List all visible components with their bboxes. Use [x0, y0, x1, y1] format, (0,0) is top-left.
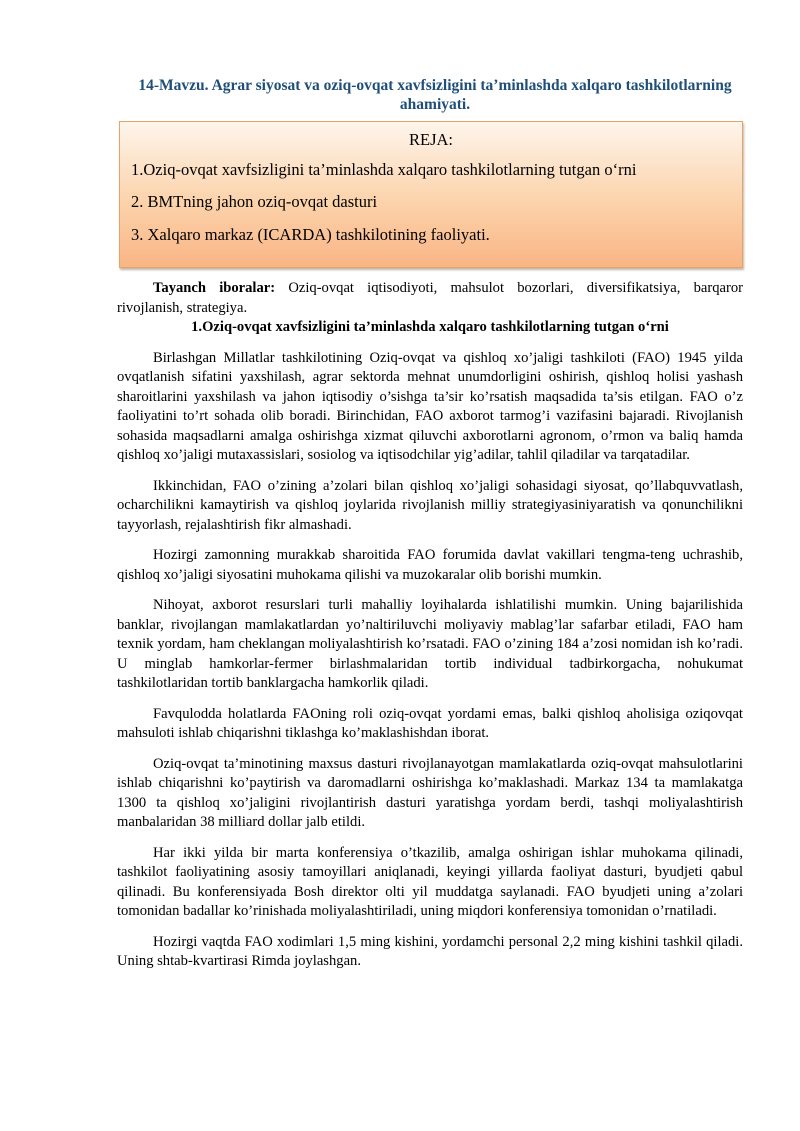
plan-item: 1.Oziq-ovqat xavfsizligini ta’minlashda xalqaro tashkilotlarning tutgan o‘rni [131, 160, 637, 179]
body-paragraph: Oziq-ovqat ta’minotining maxsus dasturi rivojlanayotgan mamlakatlarda oziq-ovqat mahsulotlarini ishlab chiqarishni ko’paytirish va daromadlarni oshirishga ko’maklashadi. Markaz 134 ta mamlakatga 1300 ta qishloq xo’jaligini rivojlantirish dasturi yaratishga yordam berdi, tashqi moliyalashtirish manbalaridan 38 milliard dollar jalb etildi. [117, 755, 743, 830]
plan-heading: REJA: [408, 130, 453, 149]
document-title: 14-Mavzu. Agrar siyosat va oziq-ovqat xavfsizligini ta’minlashda xalqaro tashkilotlarning ahamiyati. [138, 77, 732, 113]
body-paragraph: Hozirgi zamonning murakkab sharoitida FAO forumida davlat vakillari tengma-teng uchrashib, qishloq xo’jaligi siyosatini muhokama qilishi va muzokaralar olib borishi mumkin. [117, 547, 743, 583]
document-body [117, 279, 743, 983]
body-paragraph: Favqulodda holatlarda FAOning roli oziq-ovqat yordami emas, balki qishloq aholisiga oziqovqat mahsuloti ishlab chiqarishni tiklashga ko’maklashishdan iborat. [117, 705, 743, 741]
plan-item: 2. BMTning jahon oziq-ovqat dasturi [131, 192, 378, 211]
keywords-text: Oziq-ovqat iqtisodiyoti, mahsulot bozorlari, diversifikatsiya, barqaror rivojlanish, strategiya. [117, 280, 743, 316]
section-heading: 1.Oziq-ovqat xavfsizligini ta’minlashda xalqaro tashkilotlarning tutgan o‘rni [191, 319, 669, 335]
keywords-paragraph [117, 279, 743, 318]
body-paragraph: Birlashgan Millatlar tashkilotining Oziq-ovqat va qishloq xo’jaligi tashkiloti (FAO) 1945 yilda ovqatlanish sifatini yaxshilash, agrar sektorda mehnat unumdorligini oshirish, qishloq holisi yashash sharoitlarini yaxshilash va jahon iqtisodiy o’sishga ta’sir ko’rsatish maqsadida ta’sis etilgan. FAO o’z faoliyatini to’rt sohada olib boradi. Birinchidan, FAO axborot tarmog’i vazifasini bajaradi. Rivojlanish sohasida maqsadlarni amalga oshirishga xizmat qiluvchi axborotlarni agronom, o’rmon va baliq hamda qishloq xo’jaligi mutaxassislari, sosiolog va iqtisodchilar yig’adilar, tahlil qiladilar va tarqatadilar. [117, 349, 743, 463]
plan-item: 3. Xalqaro markaz (ICARDA) tashkilotining faoliyati. [131, 225, 490, 244]
body-paragraph: Ikkinchidan, FAO o’zining a’zolari bilan qishloq xo’jaligi sohasidagi siyosat, qo’llabquvvatlash, ocharchilikni kamaytirish va qishloq joylarida rivojlanish milliy strategiyasiniyaratish va qonunchilikni tayyorlash, rejalashtirish fikr almashadi. [117, 477, 743, 533]
body-paragraph: Nihoyat, axborot resurslari turli mahalliy loyihalarda ishlatilishi mumkin. Uning bajarilishida banklar, rivojlangan mamlakatlardan yo’naltiriluvchi moliyaviy mablag’lar safarbar etiladi, FAO ham texnik yordam, ham cheklangan moliyalashtirish ko’rsatadi. FAO o’zining 184 a’zosi nomidan ish ko’radi. U minglab hamkorlar-fermer birlashmalaridan tortib individual tadbirkorgacha, nohukumat tashkilotlaridan tortib banklargacha hamkorlik qiladi. [117, 597, 743, 691]
body-paragraph: Hozirgi vaqtda FAO xodimlari 1,5 ming kishini, yordamchi personal 2,2 ming kishini tashkil qiladi. Uning shtab-kvartirasi Rimda joylashgan. [117, 933, 743, 969]
plan-box [119, 121, 743, 268]
body-paragraph: Har ikki yilda bir marta konferensiya o’tkazilib, amalga oshirigan ishlar muhokama qilinadi, tashkilot faoliyatining asosiy tamoyillari aniqlanadi, keyingi yillarda faoliyat dasturi, byudjeti qabul qilinadi. Bu konferensiyada Bosh direktor olti yil muddatga saylanadi. FAO byudjeti uning a’zolari tomonidan badallar ko’rinishada moliyalashtiriladi, uning miqdori konferensiya tomonidan o’rnatiladi. [117, 844, 743, 919]
keywords-label: Tayanch iboralar: [153, 280, 276, 296]
